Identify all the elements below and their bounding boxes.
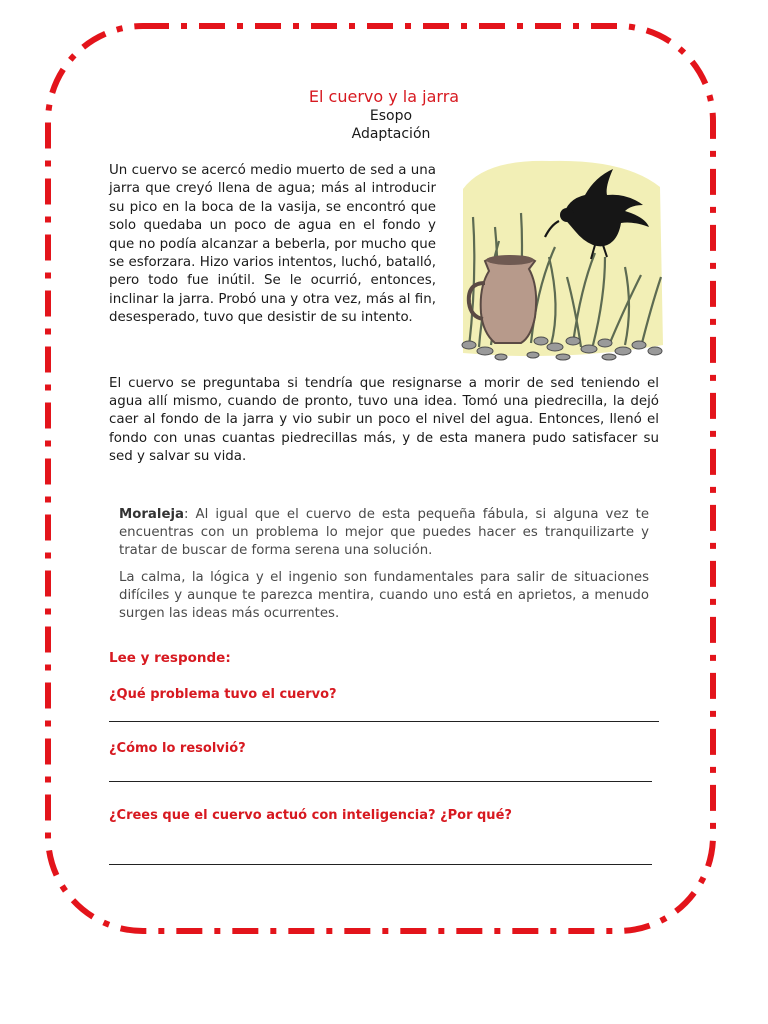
- story-paragraph-2: El cuervo se preguntaba si tendría que resignarse a morir de sed teniendo el agua allí mismo, cuando de pronto, tuvo una idea. Tomó una piedrecilla, la dejó caer al fondo de la jarra y vio subir un poco el nivel del agua. Entonces, llenó el fondo con unas cuantas piedrecillas más, y de esta manera pudo satisfacer su sed y salvar su vida.: [109, 376, 659, 464]
- crow-and-jug-illustration: [455, 157, 667, 369]
- question-2: ¿Cómo lo resolvió?: [109, 741, 246, 756]
- story-paragraph-1: Un cuervo se acercó medio muerto de sed a una jarra que creyó llena de agua; más al introducir su pico en la boca de la vasija, se encontró que solo quedaba un poco de agua en el fondo y que no podía alcanzar a beberla, por mucho que se esforzara. Hizo varios intentos, luchó, batalló, pero todo fue inútil. Se le ocurrió, entonces, inclinar la jarra. Probó una y otra vez, más al fin, desesperado, tuvo que desistir de su intento.: [109, 163, 436, 326]
- answer-line-1[interactable]: [109, 721, 659, 722]
- moral-label: Moraleja: [119, 507, 185, 522]
- moral-paragraph: [119, 506, 649, 561]
- page-title: El cuervo y la jarra: [308, 87, 460, 106]
- questions-intro: Lee y responde:: [109, 650, 231, 666]
- answer-line-3[interactable]: [109, 864, 652, 865]
- moral-text: : Al igual que el cuervo de esta pequeña fábula, si alguna vez te encuentras con un problema lo mejor que puedes hacer es tranquilizarte y tratar de buscar de forma serena una solución.: [119, 507, 649, 559]
- answer-line-2[interactable]: [109, 781, 652, 782]
- adaptation-note: Adaptación: [351, 126, 431, 142]
- question-3: ¿Crees que el cuervo actuó con inteligencia? ¿Por qué?: [109, 808, 512, 823]
- author-name: Esopo: [369, 108, 413, 124]
- moral-paragraph-2: La calma, la lógica y el ingenio son fundamentales para salir de situaciones difíciles y aunque te parezca mentira, cuando uno está en aprietos, a menudo surgen las ideas más ocurrentes.: [119, 570, 649, 622]
- question-1: ¿Qué problema tuvo el cuervo?: [109, 687, 337, 702]
